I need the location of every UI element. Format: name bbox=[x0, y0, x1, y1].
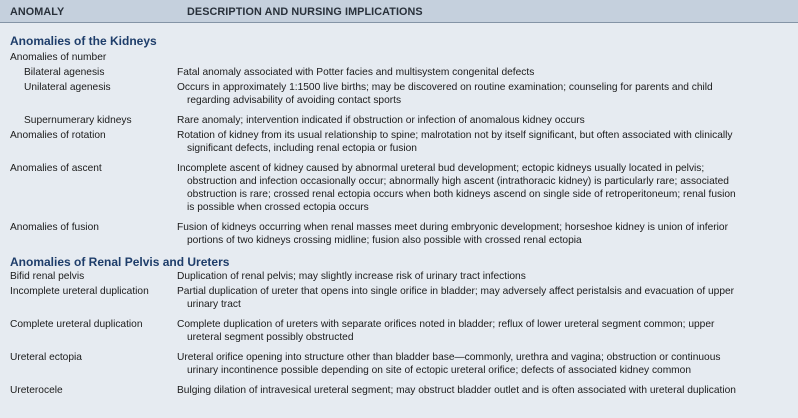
description-line: Rare anomaly; intervention indicated if obstruction or infection of anomalous kidney occurs bbox=[177, 115, 585, 126]
column-header-description: DESCRIPTION AND NURSING IMPLICATIONS bbox=[187, 6, 423, 18]
column-header-anomaly: ANOMALY bbox=[10, 6, 65, 18]
anomaly-name: Supernumerary kidneys bbox=[24, 115, 132, 126]
table-row bbox=[0, 162, 798, 214]
anomaly-description bbox=[177, 270, 787, 283]
anomaly-name: Anomalies of fusion bbox=[10, 222, 99, 233]
anomaly-name: Ureteral ectopia bbox=[10, 352, 82, 363]
anomaly-name: Anomalies of rotation bbox=[10, 130, 106, 141]
anomaly-name: Anomalies of ascent bbox=[10, 163, 102, 174]
description-line: urinary incontinence possible depending on site of ectopic ureteral orifice; defects of associated kidney common bbox=[187, 365, 692, 376]
description-line: Ureteral orifice opening into structure other than bladder base—commonly, urethra and vagina; obstruction or continuous bbox=[177, 352, 721, 363]
description-line: regarding advisability of avoiding contact sports bbox=[187, 95, 402, 106]
table-row bbox=[0, 66, 798, 79]
anomaly-description bbox=[177, 129, 787, 155]
table-row bbox=[0, 318, 798, 344]
description-line: obstruction is rare; crossed renal ectopia occurs when both kidneys ascend on single side of retroperitoneum; renal fusion bbox=[187, 189, 736, 200]
description-line: Fatal anomaly associated with Potter facies and multisystem congenital defects bbox=[177, 67, 535, 78]
description-line: Duplication of renal pelvis; may slightly increase risk of urinary tract infections bbox=[177, 271, 526, 282]
description-line: ureteral segment possibly obstructed bbox=[187, 332, 354, 343]
anomaly-name: Incomplete ureteral duplication bbox=[10, 286, 149, 297]
description-line: portions of two kidneys crossing midline; fusion also possible with crossed renal ectopia bbox=[187, 235, 582, 246]
anomaly-description bbox=[177, 162, 787, 214]
section-title-kidneys: Anomalies of the Kidneys bbox=[10, 34, 157, 48]
table-row bbox=[0, 270, 798, 283]
anomaly-description bbox=[177, 66, 787, 79]
description-line: is possible when crossed ectopia occurs bbox=[187, 202, 369, 213]
anomaly-name: Bifid renal pelvis bbox=[10, 271, 85, 282]
description-line: obstruction and infection occasionally occur; abnormally high ascent (intrathoracic kidney) is particularly rare; associated bbox=[187, 176, 729, 187]
description-line: urinary tract bbox=[187, 299, 241, 310]
table-row bbox=[0, 351, 798, 377]
anomaly-description bbox=[177, 351, 787, 377]
anomaly-description bbox=[177, 221, 787, 247]
description-line: Incomplete ascent of kidney caused by abnormal ureteral bud development; ectopic kidneys usually located in pelvis; bbox=[177, 163, 705, 174]
anomaly-description bbox=[177, 81, 787, 107]
anomaly-description bbox=[177, 114, 787, 127]
group-label-number: Anomalies of number bbox=[10, 52, 107, 63]
anomaly-description bbox=[177, 318, 787, 344]
table-row bbox=[0, 81, 798, 107]
description-line: Complete duplication of ureters with separate orifices noted in bladder; reflux of lower ureteral segment common; upper bbox=[177, 319, 715, 330]
description-line: Partial duplication of ureter that opens into single orifice in bladder; may adversely affect peristalsis and evacuation of upper bbox=[177, 286, 735, 297]
description-line: Occurs in approximately 1:1500 live births; may be discovered on routine examination; counseling for parents and child bbox=[177, 82, 713, 93]
anomaly-name: Unilateral agenesis bbox=[24, 82, 111, 93]
description-line: significant defects, including renal ectopia or fusion bbox=[187, 143, 417, 154]
table-row bbox=[0, 285, 798, 311]
table-row bbox=[0, 129, 798, 155]
anomaly-description bbox=[177, 285, 787, 311]
anomaly-name: Complete ureteral duplication bbox=[10, 319, 143, 330]
description-line: Fusion of kidneys occurring when renal masses meet during embryonic development; horseshoe kidney is union of inferior bbox=[177, 222, 728, 233]
table-header bbox=[0, 0, 798, 23]
table-row bbox=[0, 221, 798, 247]
table-row bbox=[0, 384, 798, 397]
anomaly-description bbox=[177, 384, 787, 397]
section-title-pelvis-ureters: Anomalies of Renal Pelvis and Ureters bbox=[10, 255, 230, 269]
anomaly-name: Bilateral agenesis bbox=[24, 67, 105, 78]
table-row bbox=[0, 114, 798, 127]
description-line: Bulging dilation of intravesical ureteral segment; may obstruct bladder outlet and is often associated with ureteral duplication bbox=[177, 385, 736, 396]
description-line: Rotation of kidney from its usual relationship to spine; malrotation not by itself significant, but often associated with clinically bbox=[177, 130, 733, 141]
anomaly-name: Ureterocele bbox=[10, 385, 63, 396]
